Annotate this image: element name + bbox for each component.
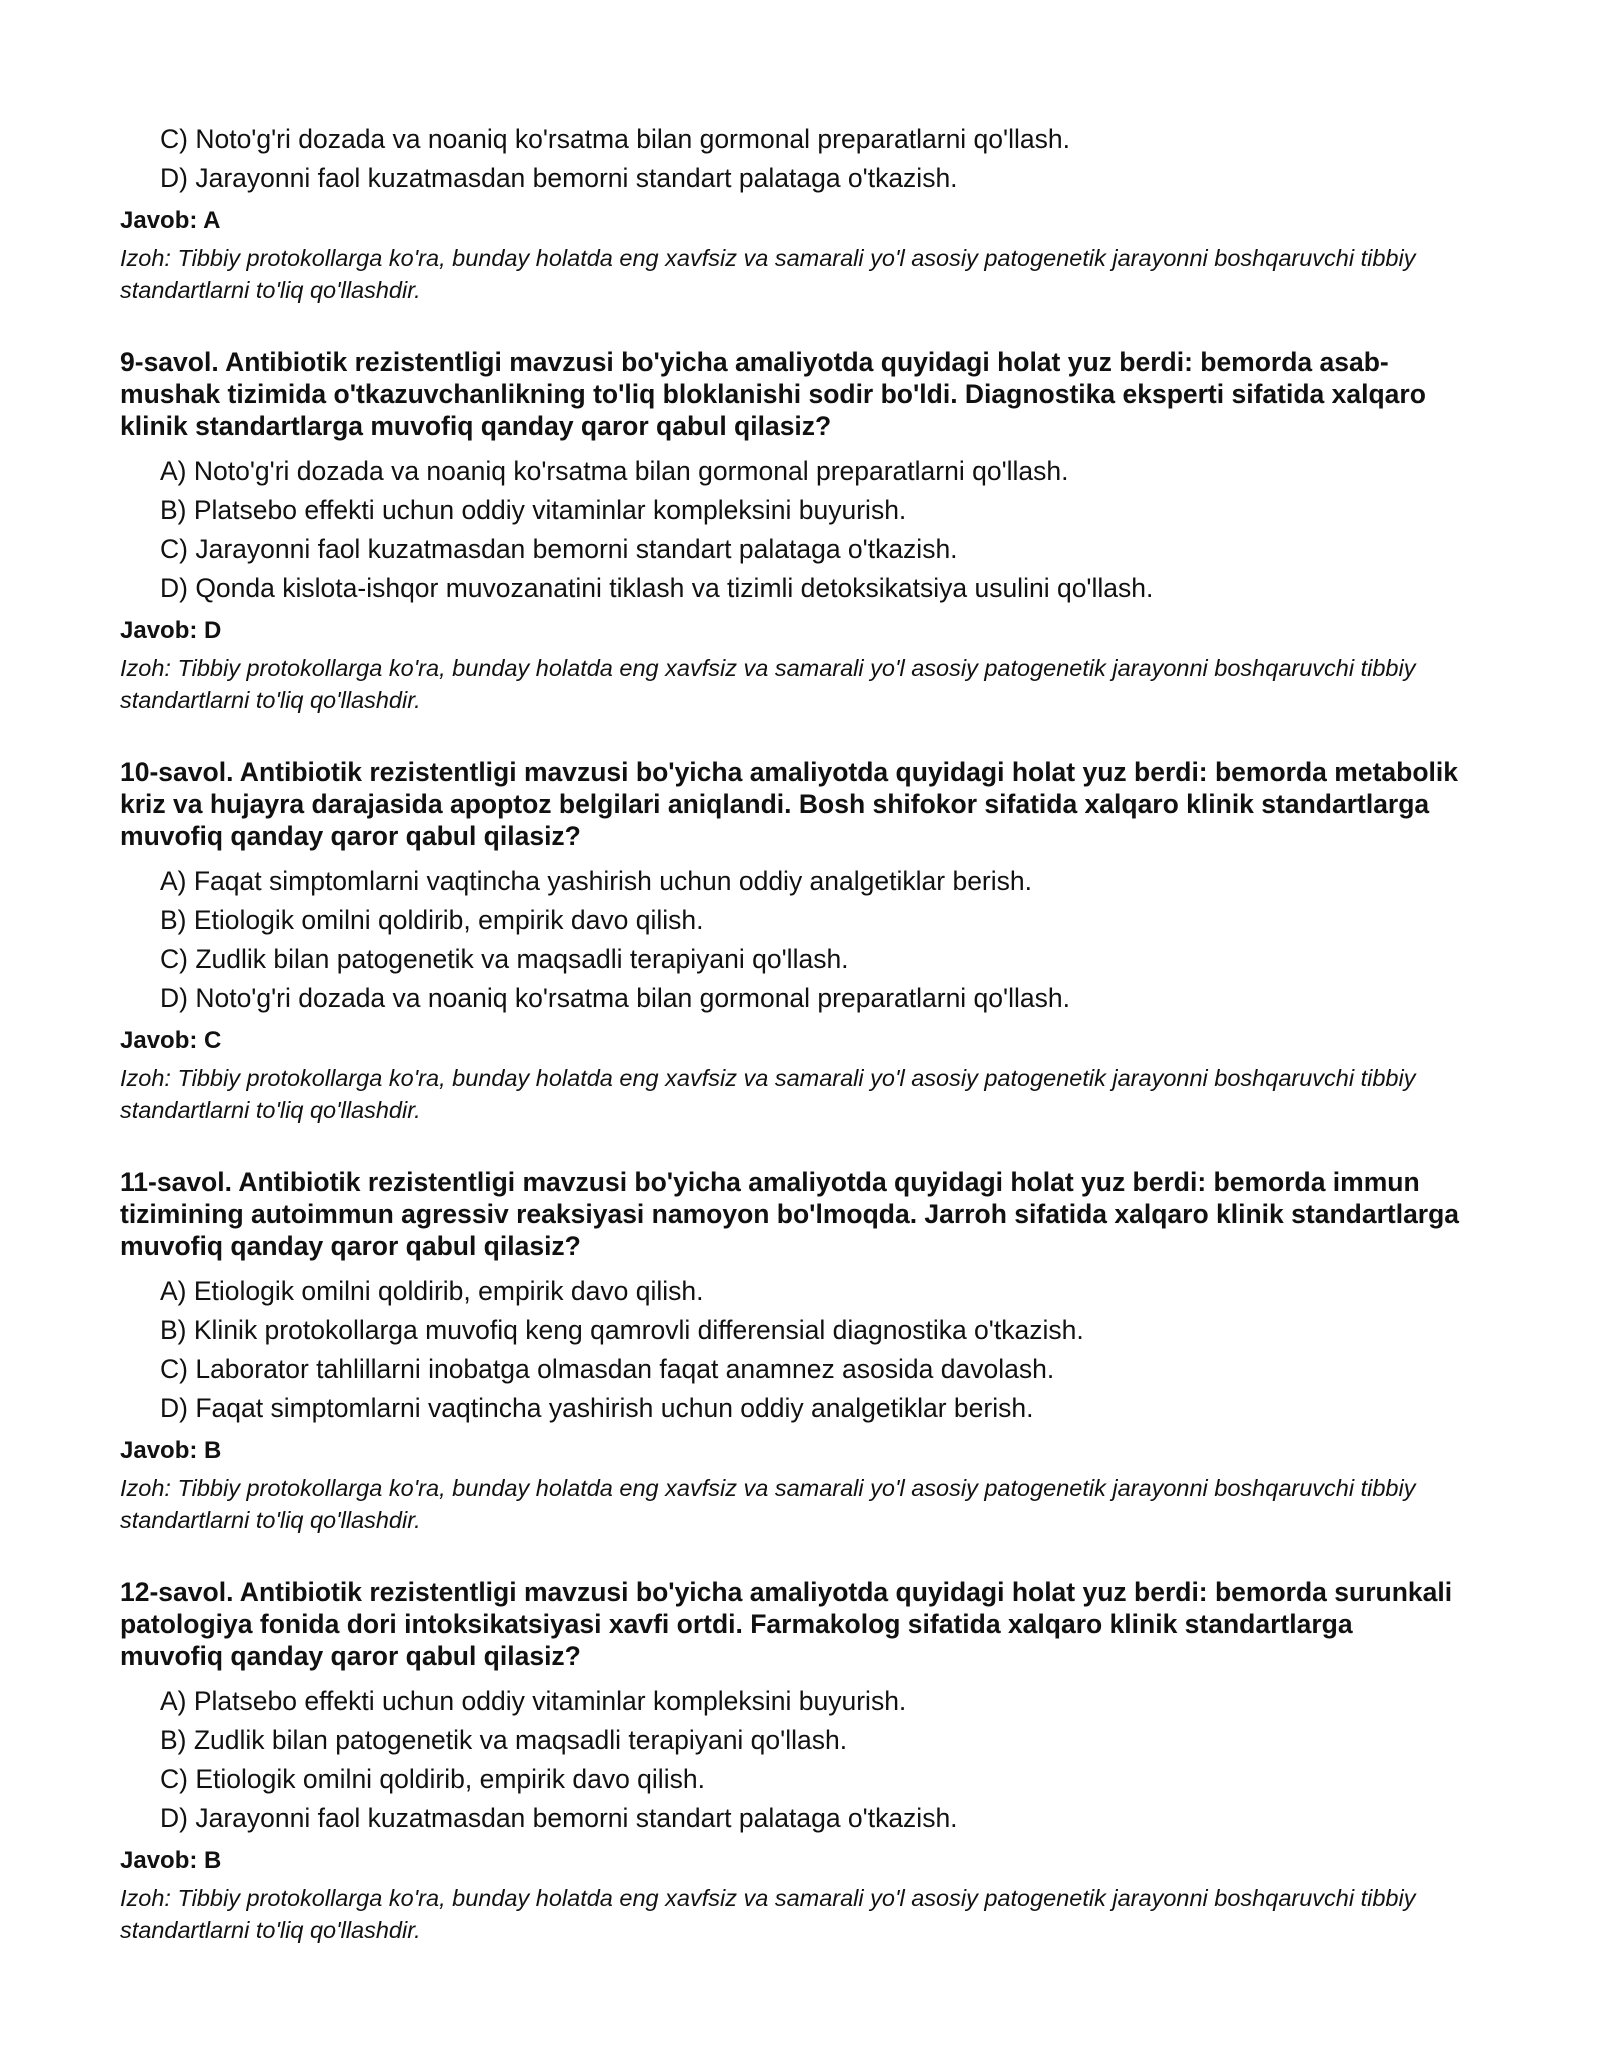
question-text: 11-savol. Antibiotik rezistentligi mavzusi bo'yicha amaliyotda quyidagi holat yuz berdi: bemorda immun tizimining autoimmun agressiv reaksiyasi namoyon bo'lmoqda. Jarroh sifatida xalqaro klinik standartlarga muvofiq qanday qaror qabul qilasiz? — [120, 1167, 1460, 1261]
option-c: C) Etiologik omilni qoldirib, empirik davo qilish. — [160, 1764, 705, 1794]
option-a: A) Faqat simptomlarni vaqtincha yashirish uchun oddiy analgetiklar berish. — [160, 866, 1032, 896]
option-d: D) Qonda kislota-ishqor muvozanatini tiklash va tizimli detoksikatsiya usulini qo'llash. — [160, 573, 1154, 603]
answer-label: Javob: A — [120, 207, 221, 234]
question-block-8-tail — [120, 120, 1460, 306]
option-a: A) Platsebo effekti uchun oddiy vitaminlar kompleksini buyurish. — [160, 1686, 907, 1716]
option-c: C) Laborator tahlillarni inobatga olmasdan faqat anamnez asosida davolash. — [160, 1354, 1055, 1384]
option-c: C) Noto'g'ri dozada va noaniq ko'rsatma bilan gormonal preparatlarni qo'llash. — [160, 124, 1070, 154]
option-b: B) Klinik protokollarga muvofiq keng qamrovli differensial diagnostika o'tkazish. — [160, 1315, 1084, 1345]
option-d: D) Faqat simptomlarni vaqtincha yashirish uchun oddiy analgetiklar berish. — [160, 1393, 1034, 1423]
document-page — [120, 120, 1460, 1946]
question-text: 10-savol. Antibiotik rezistentligi mavzusi bo'yicha amaliyotda quyidagi holat yuz berdi: bemorda metabolik kriz va hujayra darajasida apoptoz belgilari aniqlandi. Bosh shifokor sifatida xalqaro klinik standartlarga muvofiq qanday qaror qabul qilasiz? — [120, 757, 1458, 851]
question-block-12 — [120, 1576, 1460, 1946]
option-b: B) Zudlik bilan patogenetik va maqsadli terapiyani qo'llash. — [160, 1725, 848, 1755]
answer-label: Javob: B — [120, 1437, 222, 1464]
option-d: D) Jarayonni faol kuzatmasdan bemorni standart palataga o'tkazish. — [160, 163, 958, 193]
question-text: 12-savol. Antibiotik rezistentligi mavzusi bo'yicha amaliyotda quyidagi holat yuz berdi: bemorda surunkali patologiya fonida dori intoksikatsiyasi xavfi ortdi. Farmakolog sifatida xalqaro klinik standartlarga muvofiq qanday qaror qabul qilasiz? — [120, 1577, 1453, 1671]
answer-label: Javob: B — [120, 1847, 222, 1874]
explanation-note: Izoh: Tibbiy protokollarga ko'ra, bunday holatda eng xavfsiz va samarali yo'l asosiy patogenetik jarayonni boshqaruvchi tibbiy standartlarni to'liq qo'llashdir. — [120, 655, 1416, 713]
question-block-11 — [120, 1166, 1460, 1536]
question-block-10 — [120, 756, 1460, 1126]
answer-label: Javob: C — [120, 1027, 222, 1054]
option-b: B) Platsebo effekti uchun oddiy vitaminlar kompleksini buyurish. — [160, 495, 907, 525]
question-block-9 — [120, 346, 1460, 716]
answer-label: Javob: D — [120, 617, 222, 644]
option-d: D) Noto'g'ri dozada va noaniq ko'rsatma bilan gormonal preparatlarni qo'llash. — [160, 983, 1070, 1013]
option-c: C) Zudlik bilan patogenetik va maqsadli terapiyani qo'llash. — [160, 944, 849, 974]
option-b: B) Etiologik omilni qoldirib, empirik davo qilish. — [160, 905, 704, 935]
explanation-note: Izoh: Tibbiy protokollarga ko'ra, bunday holatda eng xavfsiz va samarali yo'l asosiy patogenetik jarayonni boshqaruvchi tibbiy standartlarni to'liq qo'llashdir. — [120, 245, 1416, 303]
explanation-note: Izoh: Tibbiy protokollarga ko'ra, bunday holatda eng xavfsiz va samarali yo'l asosiy patogenetik jarayonni boshqaruvchi tibbiy standartlarni to'liq qo'llashdir. — [120, 1885, 1416, 1943]
option-c: C) Jarayonni faol kuzatmasdan bemorni standart palataga o'tkazish. — [160, 534, 958, 564]
option-d: D) Jarayonni faol kuzatmasdan bemorni standart palataga o'tkazish. — [160, 1803, 958, 1833]
option-a: A) Noto'g'ri dozada va noaniq ko'rsatma bilan gormonal preparatlarni qo'llash. — [160, 456, 1069, 486]
explanation-note: Izoh: Tibbiy protokollarga ko'ra, bunday holatda eng xavfsiz va samarali yo'l asosiy patogenetik jarayonni boshqaruvchi tibbiy standartlarni to'liq qo'llashdir. — [120, 1475, 1416, 1533]
option-a: A) Etiologik omilni qoldirib, empirik davo qilish. — [160, 1276, 704, 1306]
explanation-note: Izoh: Tibbiy protokollarga ko'ra, bunday holatda eng xavfsiz va samarali yo'l asosiy patogenetik jarayonni boshqaruvchi tibbiy standartlarni to'liq qo'llashdir. — [120, 1065, 1416, 1123]
question-text: 9-savol. Antibiotik rezistentligi mavzusi bo'yicha amaliyotda quyidagi holat yuz berdi: bemorda asab-mushak tizimida o'tkazuvchanlikning to'liq bloklanishi sodir bo'ldi. Diagnostika eksperti sifatida xalqaro klinik standartlarga muvofiq qanday qaror qabul qilasiz? — [120, 347, 1426, 441]
